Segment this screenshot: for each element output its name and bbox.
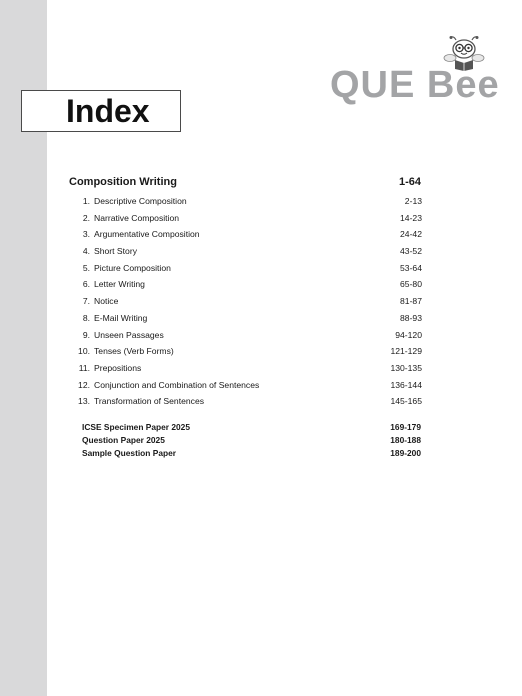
entry-number: 4.: [82, 246, 90, 257]
entry-pages: 81-87: [400, 296, 422, 307]
entry-pages: 43-52: [400, 246, 422, 257]
toc-entry: [70, 345, 422, 362]
toc-entry: [70, 245, 422, 262]
paper-entry: [82, 448, 421, 461]
entry-number: 6.: [82, 279, 90, 290]
entry-pages: 94-120: [395, 329, 422, 340]
toc-entry: [70, 278, 422, 295]
entry-number: 8.: [82, 312, 90, 323]
entry-pages: 14-23: [400, 212, 422, 223]
paper-pages: 169-179: [390, 422, 421, 432]
section-page-range: 1-64: [398, 176, 421, 188]
entry-number: 7.: [82, 296, 90, 307]
entry-title: Prepositions: [94, 362, 142, 373]
entry-title: Argumentative Composition: [94, 229, 200, 240]
entry-pages: 24-42: [400, 229, 422, 240]
paper-entry: [82, 422, 421, 435]
entry-title: Transformation of Sentences: [94, 396, 205, 407]
paper-title: ICSE Specimen Paper 2025: [82, 422, 190, 432]
entry-title: Unseen Passages: [94, 329, 164, 340]
toc-entry: [70, 212, 422, 229]
entry-number: 12.: [78, 379, 90, 390]
entry-title: Short Story: [94, 246, 137, 257]
papers-list: [82, 422, 421, 461]
entry-number: 10.: [78, 346, 90, 357]
paper-entry: [82, 435, 421, 448]
toc-entry: [70, 195, 422, 212]
toc-list: [70, 195, 422, 412]
entry-number: 1.: [82, 196, 90, 206]
entry-pages: 136-144: [390, 379, 422, 390]
toc-entry: [70, 379, 422, 396]
entry-title: Descriptive Composition: [94, 196, 187, 206]
paper-pages: 189-200: [390, 448, 421, 458]
entry-pages: 53-64: [400, 262, 422, 273]
paper-title: Question Paper 2025: [82, 435, 165, 445]
entry-number: 9.: [82, 329, 90, 340]
logo-text: QUE Bee: [330, 64, 500, 106]
entry-number: 5.: [82, 262, 90, 273]
entry-pages: 145-165: [390, 396, 422, 407]
entry-pages: 65-80: [400, 279, 422, 290]
entry-title: Picture Composition: [94, 262, 171, 273]
que-bee-logo: [330, 36, 500, 106]
toc-entry: [70, 228, 422, 245]
entry-title: Notice: [94, 296, 119, 307]
toc-entry: [70, 362, 422, 379]
entry-title: Conjunction and Combination of Sentences: [94, 379, 260, 390]
toc-entry: [70, 395, 422, 412]
toc-entry: [70, 295, 422, 312]
entry-pages: 88-93: [400, 312, 422, 323]
toc-entry: [70, 262, 422, 279]
toc-entry: [70, 329, 422, 346]
page-title-box: [21, 90, 181, 132]
entry-pages: 2-13: [404, 196, 422, 206]
page-title: Index: [66, 93, 150, 129]
paper-pages: 180-188: [390, 435, 421, 445]
section-heading: [69, 176, 421, 190]
paper-title: Sample Question Paper: [82, 448, 177, 458]
toc-entry: [70, 312, 422, 329]
entry-pages: 130-135: [390, 362, 422, 373]
entry-number: 2.: [82, 212, 90, 223]
entry-number: 3.: [82, 229, 90, 240]
entry-title: Letter Writing: [94, 279, 145, 290]
entry-title: E-Mail Writing: [94, 312, 148, 323]
entry-title: Narrative Composition: [94, 212, 180, 223]
entry-number: 11.: [78, 362, 90, 373]
entry-title: Tenses (Verb Forms): [94, 346, 174, 357]
section-title: Composition Writing: [69, 176, 177, 188]
entry-number: 13.: [78, 396, 90, 407]
entry-pages: 121-129: [390, 346, 422, 357]
